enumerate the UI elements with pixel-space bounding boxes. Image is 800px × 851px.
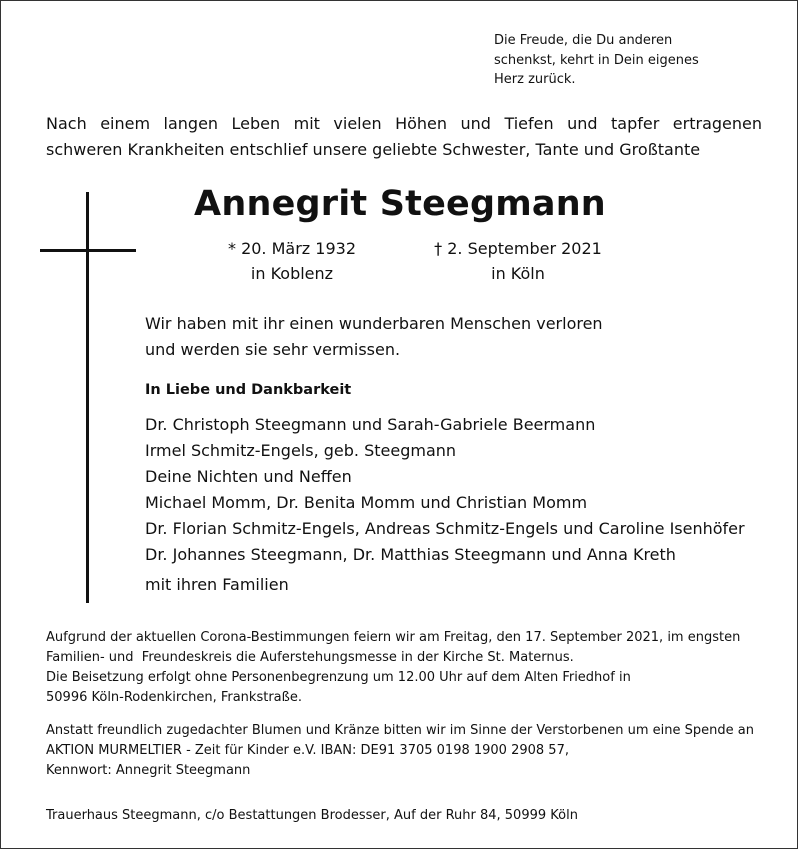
donation-notice [46, 721, 754, 781]
family-line: Michael Momm, Dr. Benita Momm und Christian Momm [145, 493, 588, 512]
quote-line: Herz zurück. [494, 72, 576, 87]
donation-notice-line: Kennwort: Annegrit Steegmann [46, 763, 251, 778]
family-list [145, 412, 745, 598]
intro-text [46, 111, 762, 163]
intro-line: Nach einem langen Leben mit vielen Höhen und Tiefen und tapfer ertragenen [46, 114, 762, 133]
family-line: Deine Nichten und Neffen [145, 467, 352, 486]
funeral-notice [46, 628, 740, 708]
death-place: in Köln [491, 264, 545, 283]
family-line: Dr. Christoph Steegmann und Sarah-Gabriele Beermann [145, 415, 596, 434]
donation-notice-line: AKTION MURMELTIER - Zeit für Kinder e.V. IBAN: DE91 3705 0198 1900 2908 57, [46, 743, 569, 758]
deceased-name: Annegrit Steegmann [194, 184, 606, 224]
funeral-notice-line: Familien- und Freundeskreis die Auferstehungsmesse in der Kirche St. Maternus. [46, 650, 574, 665]
death-date: † 2. September 2021 [434, 239, 602, 258]
family-line: Irmel Schmitz-Engels, geb. Steegmann [145, 441, 457, 460]
family-line: mit ihren Familien [145, 575, 289, 594]
quote-line: schenkst, kehrt in Dein eigenes [494, 52, 699, 68]
funeral-notice-line: Aufgrund der aktuellen Corona-Bestimmungen feiern wir am Freitag, den 17. September 2021, im engsten [46, 630, 741, 645]
funeral-notice-line: 50996 Köln-Rodenkirchen, Frankstraße. [46, 690, 302, 705]
message-line: und werden sie sehr vermissen. [145, 340, 401, 359]
death-info [425, 236, 611, 286]
funeral-notice-line: Die Beisetzung erfolgt ohne Personenbegrenzung um 12.00 Uhr auf dem Alten Friedhof in [46, 670, 631, 685]
birth-place: in Koblenz [250, 264, 334, 283]
intro-line: schweren Krankheiten entschlief unsere geliebte Schwester, Tante und Großtante [46, 140, 701, 159]
birth-info [222, 236, 362, 286]
family-line: Dr. Florian Schmitz-Engels, Andreas Schmitz-Engels und Caroline Isenhöfer [145, 519, 745, 538]
quote [494, 31, 699, 90]
donation-notice-line: Anstatt freundlich zugedachter Blumen und Kränze bitten wir im Sinne der Verstorbenen um eine Spende an [46, 723, 754, 738]
thanks-heading: In Liebe und Dankbarkeit [145, 382, 352, 398]
quote-line: Die Freude, die Du anderen [494, 33, 673, 48]
mourning-address: Trauerhaus Steegmann, c/o Bestattungen Brodesser, Auf der Ruhr 84, 50999 Köln [46, 808, 578, 823]
birth-date: * 20. März 1932 [227, 239, 356, 258]
message [145, 311, 603, 363]
family-line: Dr. Johannes Steegmann, Dr. Matthias Steegmann und Anna Kreth [145, 545, 676, 564]
message-line: Wir haben mit ihr einen wunderbaren Menschen verloren [145, 314, 603, 333]
cross-icon-vertical [86, 192, 89, 603]
cross-icon-horizontal [40, 249, 136, 252]
